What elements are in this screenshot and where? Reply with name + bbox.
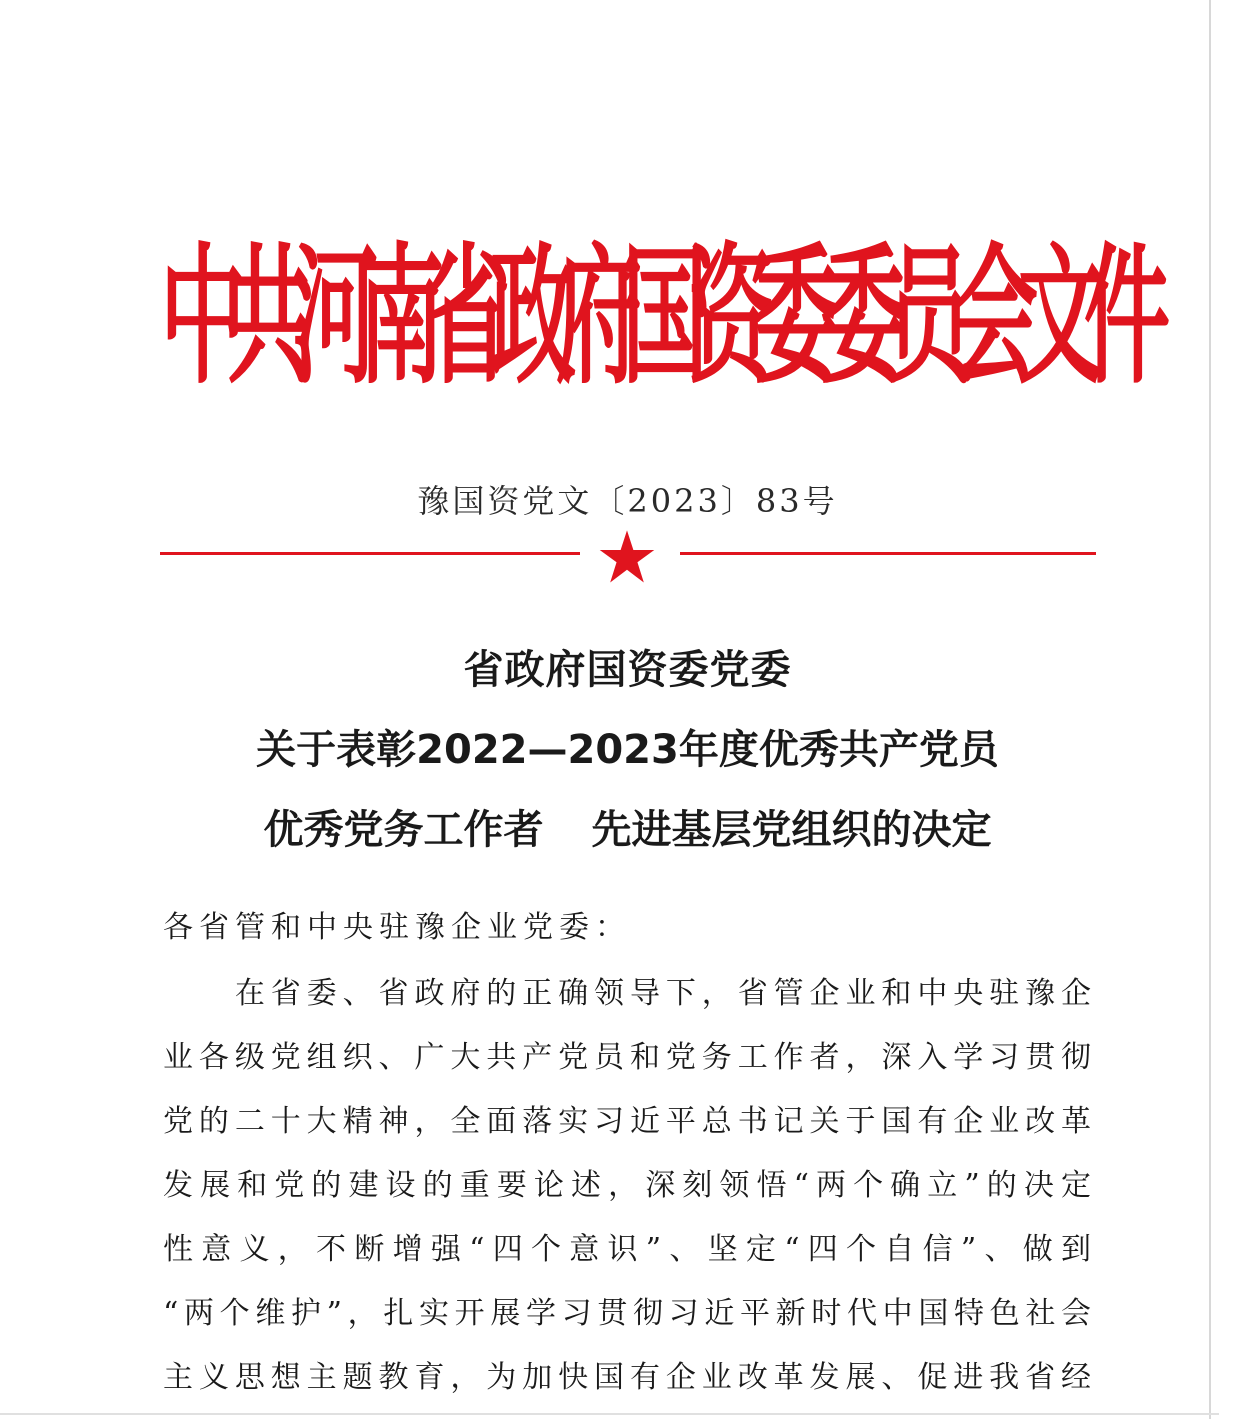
masthead-char: 省 bbox=[424, 230, 510, 406]
divider-line-left bbox=[160, 552, 580, 555]
masthead-char: 政 bbox=[490, 230, 576, 406]
title-line-2: 关于表彰2022—2023年度优秀共产党员 bbox=[256, 727, 999, 773]
red-divider bbox=[160, 528, 1096, 588]
masthead-char: 件 bbox=[1084, 230, 1170, 406]
masthead-char: 资 bbox=[688, 230, 774, 406]
masthead-char: 府 bbox=[556, 230, 642, 406]
salutation: 各省管和中央驻豫企业党委： bbox=[163, 910, 631, 945]
masthead-char: 河 bbox=[292, 230, 378, 406]
body-line: 主义思想主题教育，为加快国有企业改革发展、促进我省经 bbox=[163, 1360, 1093, 1395]
masthead-char: 国 bbox=[622, 230, 708, 406]
title-line-3-part-1: 优秀党务工作者 bbox=[263, 807, 544, 853]
masthead-char: 会 bbox=[952, 230, 1038, 406]
masthead-title bbox=[160, 228, 1170, 408]
divider-line-right bbox=[680, 552, 1096, 555]
body-line: 发展和党的建设的重要论述，深刻领悟“两个确立”的决定 bbox=[163, 1168, 1093, 1203]
masthead-char: 委 bbox=[820, 230, 906, 406]
masthead-char: 南 bbox=[358, 230, 444, 406]
title-line-3 bbox=[0, 798, 1255, 855]
body-line: “两个维护”，扎实开展学习贯彻习近平新时代中国特色社会 bbox=[163, 1296, 1093, 1331]
body-line: 业各级党组织、广大共产党员和党务工作者，深入学习贯彻 bbox=[163, 1040, 1093, 1075]
document-number: 豫国资党文〔2023〕83号 bbox=[417, 482, 838, 520]
star-icon bbox=[598, 528, 656, 586]
title-line-3-part-2: 先进基层党组织的决定 bbox=[591, 807, 992, 853]
body-line: 在省委、省政府的正确领导下，省管企业和中央驻豫企 bbox=[163, 976, 1093, 1011]
body-line: 党的二十大精神，全面落实习近平总书记关于国有企业改革 bbox=[163, 1104, 1093, 1139]
page-edge bbox=[1209, 0, 1211, 1419]
masthead-char: 中 bbox=[160, 230, 246, 406]
title-line-1: 省政府国资委党委 bbox=[463, 647, 792, 693]
masthead-char: 共 bbox=[226, 230, 312, 406]
page-bottom-edge bbox=[0, 1413, 1219, 1415]
masthead-char: 员 bbox=[886, 230, 972, 406]
body-line: 性意义，不断增强“四个意识”、坚定“四个自信”、做到 bbox=[163, 1232, 1093, 1267]
masthead-char: 委 bbox=[754, 230, 840, 406]
masthead-char: 文 bbox=[1018, 230, 1104, 406]
